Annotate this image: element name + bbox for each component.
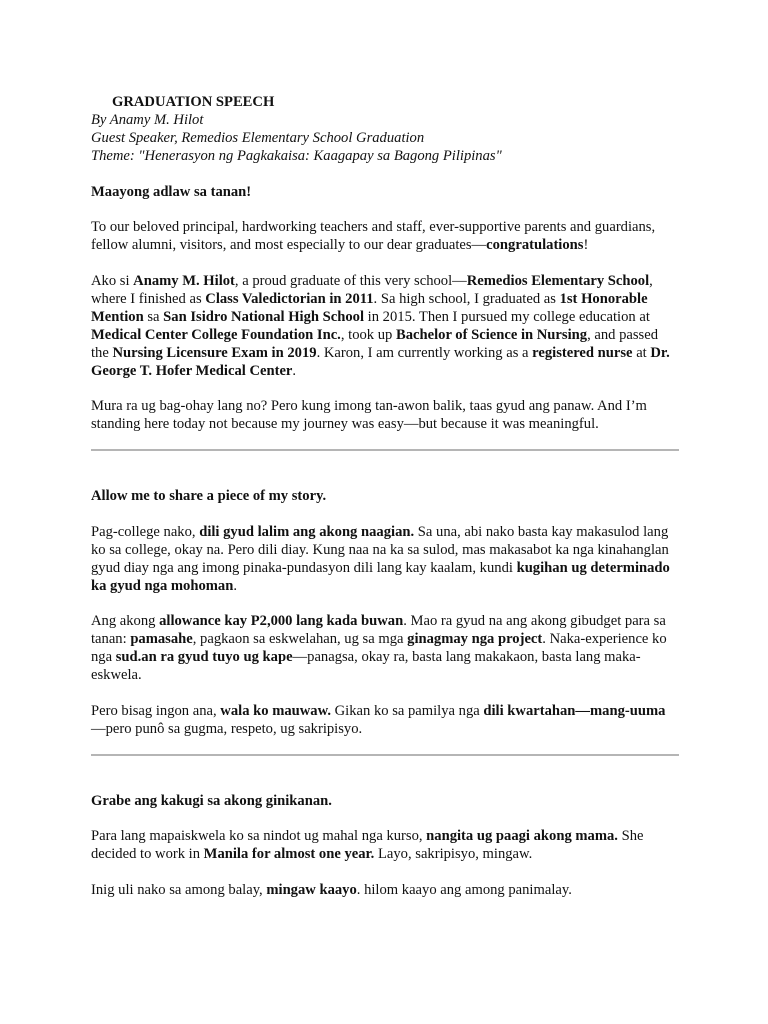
text-run: . Mao ra gyud na ang akong gibudget para sa tanan:: [91, 613, 666, 647]
text-run: , where I finished as: [91, 272, 653, 307]
role-line: Guest Speaker, Remedios Elementary School Graduation: [91, 130, 425, 146]
section-heading: Grabe ang kakugi sa akong ginikanan.: [91, 792, 332, 809]
text-run: Pag-college nako,: [91, 523, 200, 540]
section-divider: [91, 754, 679, 756]
bold-text: allowance kay P2,000 lang kada buwan: [159, 613, 404, 629]
section-divider: [91, 449, 679, 451]
text-run: She decided to work in: [91, 828, 644, 862]
text-run: Gikan ko sa pamilya nga: [330, 702, 484, 719]
text-run: , pagkaon sa eskwelahan, ug sa mga: [192, 631, 408, 647]
text-run: Pero bisag ingon ana,: [91, 702, 221, 719]
text-run: sa: [143, 308, 164, 325]
bold-text: Class Valedictorian in 2011: [205, 290, 374, 307]
bold-text: congratulations: [486, 237, 584, 253]
text-run: . Naka-experience ko nga: [91, 631, 667, 665]
bio-paragraph: [91, 272, 679, 380]
greeting: Maayong adlaw sa tanan!: [91, 183, 252, 200]
parents-paragraph-2: [91, 881, 679, 899]
text-run: . Karon, I am currently working as a: [316, 344, 533, 361]
story-paragraph-3: [91, 702, 679, 738]
text-run: Layo, sakripisyo, mingaw.: [374, 846, 533, 862]
text-run: Para lang mapaiskwela ko sa nindot ug mahal nga kurso,: [91, 828, 427, 844]
text-run: at: [632, 344, 651, 361]
speech-title: GRADUATION SPEECH: [112, 94, 275, 110]
intro-paragraph: [91, 218, 679, 254]
story-paragraph-2: [91, 612, 679, 684]
bold-text: mingaw kaayo: [266, 881, 357, 898]
bold-text: ginagmay nga project: [407, 631, 543, 647]
bold-text: San Isidro National High School: [163, 308, 365, 325]
text-run: Ang akong: [91, 613, 160, 629]
bold-text: Manila for almost one year.: [203, 846, 375, 862]
text-run: !: [583, 237, 589, 253]
bold-text: Medical Center College Foundation Inc.: [91, 326, 341, 343]
text-run: —pero punô sa gugma, respeto, ug sakripisyo.: [91, 720, 363, 737]
speech-body: [91, 93, 679, 916]
bold-text: dili kwartahan—mang-uuma: [483, 702, 666, 719]
journey-paragraph: Mura ra ug bag-ohay lang no? Pero kung imong tan-awon balik, taas gyud ang panaw. And I’m standing here today not because my journey was easy—but because it was meaningful.: [91, 398, 647, 432]
text-run: .: [233, 577, 237, 594]
bold-text: kugihan ug determinado ka gyud nga mohoman: [91, 559, 670, 594]
bold-text: Bachelor of Science in Nursing: [395, 326, 588, 343]
text-run: Ako si: [91, 272, 134, 289]
text-run: To our beloved principal, hardworking teachers and staff, ever-supportive parents and guardians, fellow alumni, visitors, and most especially to our dear graduates—: [91, 219, 656, 253]
text-run: . Sa high school, I graduated as: [373, 290, 560, 307]
text-run: , and passed the: [91, 326, 658, 361]
bold-text: sud.an ra gyud tuyo ug kape: [115, 649, 293, 665]
story-paragraph-1: [91, 523, 679, 595]
author-line: By Anamy M. Hilot: [91, 112, 204, 128]
bold-text: Dr. George T. Hofer Medical Center: [91, 344, 670, 379]
bold-text: registered nurse: [532, 344, 633, 361]
text-run: in 2015. Then I pursued my college education at: [364, 308, 650, 325]
bold-text: Nursing Licensure Exam in 2019: [112, 344, 317, 361]
parents-paragraph-1: [91, 827, 679, 863]
bold-text: dili gyud lalim ang akong naagian.: [199, 523, 415, 540]
theme-line: Theme: "Henerasyon ng Pagkakaisa: Kaagapay sa Bagong Pilipinas": [91, 148, 502, 164]
text-run: .: [292, 362, 297, 379]
text-run: Sa una, abi nako basta kay makasulod lang ko sa college, okay na. Pero dili diay. Kung naa na ka sa sulod, mas makasabot ka nga kinahanglan gyud diay nga ang imong pinaka-pundasyon dili lang kay kaalam, kundi: [91, 523, 669, 576]
bold-text: pamasahe: [130, 631, 193, 647]
text-run: , a proud graduate of this very school—: [234, 272, 467, 289]
bold-text: wala ko mauwaw.: [220, 702, 331, 719]
bold-text: 1st Honorable Mention: [91, 290, 648, 325]
text-run: . hilom kaayo ang among panimalay.: [356, 881, 572, 898]
bold-text: Remedios Elementary School: [466, 272, 650, 289]
bold-text: nangita ug paagi akong mama.: [426, 828, 618, 844]
bold-text: Anamy M. Hilot: [133, 272, 235, 289]
text-run: —panagsa, okay ra, basta lang makakaon, basta lang maka-eskwela.: [91, 649, 641, 683]
text-run: Inig uli nako sa among balay,: [91, 881, 267, 898]
text-run: , took up: [340, 326, 396, 343]
section-heading: Allow me to share a piece of my story.: [91, 488, 327, 504]
